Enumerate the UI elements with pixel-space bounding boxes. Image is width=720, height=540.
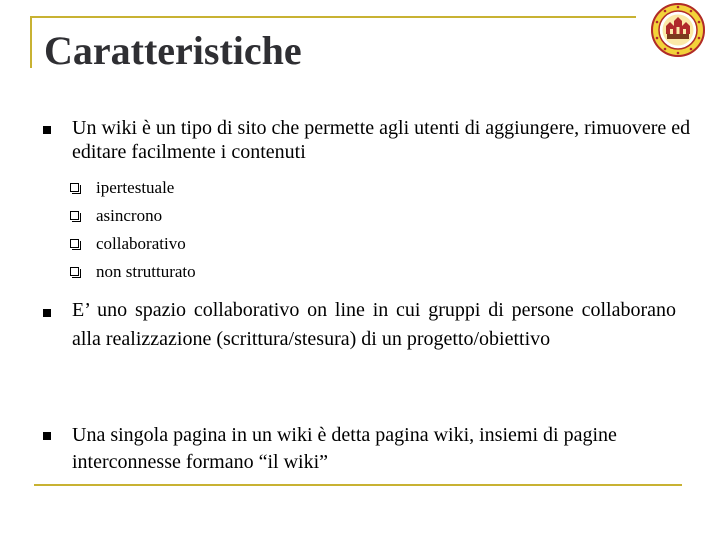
sub-bullet-text: ipertestuale xyxy=(96,178,175,197)
university-seal-icon xyxy=(650,2,706,58)
bullet-text: Un wiki è un tipo di sito che permette agli utenti di aggiungere, rimuovere ed editare facilmente i contenuti xyxy=(72,117,691,163)
slide-title: Caratteristiche xyxy=(44,28,302,73)
sub-bullet-text: asincrono xyxy=(96,206,163,225)
sub-bullet-text: non strutturato xyxy=(96,262,196,281)
bullet-text: Una singola pagina in un wiki è detta pagina wiki, insiemi di pagine interconnesse formano “il wiki” xyxy=(72,424,617,473)
bullet-square-icon xyxy=(43,432,51,440)
bullet-text: E’ uno spazio collaborativo on line in cui gruppi di persone collaborano alla realizzazione (scrittura/stesura) di un progetto/obiettivo xyxy=(72,299,676,350)
sub-bullet-checkbox-icon xyxy=(70,183,79,192)
sub-bullet-checkbox-icon xyxy=(70,211,79,220)
sub-bullet-text: collaborativo xyxy=(96,234,186,253)
frame-top-line xyxy=(30,16,636,18)
bullet-square-icon xyxy=(43,309,51,317)
sub-bullet-checkbox-icon xyxy=(70,239,79,248)
bullet-square-icon xyxy=(43,126,51,134)
frame-bottom-line xyxy=(34,484,682,486)
sub-bullet-checkbox-icon xyxy=(70,267,79,276)
frame-left-line xyxy=(30,16,32,68)
